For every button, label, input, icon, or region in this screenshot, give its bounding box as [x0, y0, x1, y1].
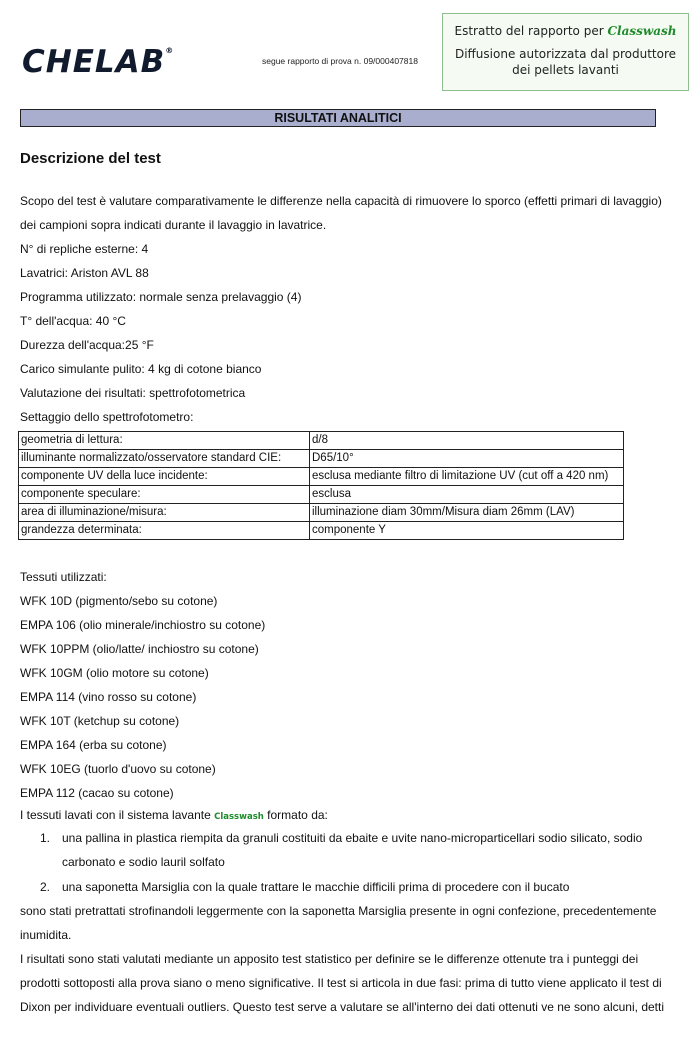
inline-brand: Classwash	[214, 812, 264, 822]
results-banner: RISULTATI ANALITICI	[20, 109, 656, 127]
list-number: 1.	[40, 831, 51, 845]
paragraph-line: prodotti sottoposti alla prova siano o meno significative. Il test si articola in due fasi: prima di tutto viene applicato il test di	[20, 976, 662, 990]
fabrics-title: Tessuti utilizzati:	[20, 570, 107, 584]
paragraph-line: Dixon per individuare eventuali outliers. Questo test serve a valutare se all'interno dei dati ottenuti ve ne sono alcuni, detti	[20, 1000, 664, 1014]
fabric-item: WFK 10T (ketchup su cotone)	[20, 714, 180, 728]
fabric-item: EMPA 164 (erba su cotone)	[20, 738, 167, 752]
table-cell-value: componente Y	[310, 522, 624, 540]
fabric-item: WFK 10PPM (olio/latte/ inchiostro su cotone)	[20, 642, 259, 656]
section-title: Descrizione del test	[20, 150, 161, 167]
table-cell-value: D65/10°	[310, 450, 624, 468]
paragraph-line: sono stati pretrattati strofinandoli leggermente con la saponetta Marsiglia presente in ogni confezione, precedentemente	[20, 904, 657, 918]
table-cell-param: geometria di lettura:	[19, 432, 310, 450]
fabric-item: EMPA 114 (vino rosso su cotone)	[20, 690, 197, 704]
stamp-line-2: Diffusione autorizzata dal produttore	[454, 47, 677, 61]
list-item-1: una pallina in plastica riempita da granuli costituiti da ebaite e uvite nano-microparticellari sodio silicato, sodio	[62, 831, 643, 845]
intro-line: Programma utilizzato: normale senza prelavaggio (4)	[20, 290, 302, 304]
list-number: 2.	[40, 880, 51, 894]
logo: CHELAB®	[22, 44, 175, 80]
table-cell-param: grandezza determinata:	[19, 522, 310, 540]
intro-line: Settaggio dello spettrofotometro:	[20, 410, 194, 424]
table-cell-value: illuminazione diam 30mm/Misura diam 26mm (LAV)	[310, 504, 624, 522]
fabric-item: EMPA 106 (olio minerale/inchiostro su cotone)	[20, 618, 266, 632]
intro-line: Lavatrici: Ariston AVL 88	[20, 266, 149, 280]
stamp-line-3: dei pellets lavanti	[512, 63, 619, 77]
table-row	[19, 522, 624, 540]
stamp-brand: Classwash	[607, 24, 677, 38]
intro-line: dei campioni sopra indicati durante il lavaggio in lavatrice.	[20, 218, 327, 232]
paragraph-line: inumidita.	[20, 928, 72, 942]
table-cell-param: area di illuminazione/misura:	[19, 504, 310, 522]
table-cell-value: d/8	[310, 432, 624, 450]
intro-line: Scopo del test è valutare comparativamente le differenze nella capacità di rimuovere lo sporco (effetti primari di lavaggio)	[20, 194, 662, 208]
list-item-1-continued: carbonato e sodio lauril solfato	[62, 855, 225, 869]
intro-line: T° dell'acqua: 40 °C	[20, 314, 126, 328]
registered-mark: ®	[165, 46, 175, 55]
table-cell-value: esclusa	[310, 486, 624, 504]
intro-line: Valutazione dei risultati: spettrofotometrica	[20, 386, 246, 400]
table-row	[19, 486, 624, 504]
table-row	[19, 504, 624, 522]
fabric-item: WFK 10EG (tuorlo d'uovo su cotone)	[20, 762, 216, 776]
stamp-line-1: Estratto del rapporto per Classwash	[454, 24, 677, 38]
intro-line: Durezza dell'acqua:25 °F	[20, 338, 154, 352]
table-cell-value: esclusa mediante filtro di limitazione UV (cut off a 420 nm)	[310, 468, 624, 486]
table-cell-param: componente speculare:	[19, 486, 310, 504]
spectrophotometer-settings-table	[18, 431, 624, 540]
table-cell-param: illuminante normalizzato/osservatore standard CIE:	[19, 450, 310, 468]
table-cell-param: componente UV della luce incidente:	[19, 468, 310, 486]
distribution-stamp	[442, 13, 689, 91]
fabric-item: WFK 10GM (olio motore su cotone)	[20, 666, 209, 680]
table-row	[19, 450, 624, 468]
table-row	[19, 468, 624, 486]
list-item-2: una saponetta Marsiglia con la quale trattare le macchie difficili prima di procedere con il bucato	[62, 880, 570, 894]
paragraph-line: I risultati sono stati valutati mediante un apposito test statistico per definire se le differenze ottenute tra i punteggi dei	[20, 952, 639, 966]
intro-line: N° di repliche esterne: 4	[20, 242, 149, 256]
fabric-item: WFK 10D (pigmento/sebo su cotone)	[20, 594, 218, 608]
intro-line: Carico simulante pulito: 4 kg di cotone bianco	[20, 362, 262, 376]
report-reference: segue rapporto di prova n. 09/000407818	[262, 56, 418, 66]
system-line: I tessuti lavati con il sistema lavante Classwash formato da:	[20, 808, 328, 822]
table-row	[19, 432, 624, 450]
fabric-item: EMPA 112 (cacao su cotone)	[20, 786, 174, 800]
